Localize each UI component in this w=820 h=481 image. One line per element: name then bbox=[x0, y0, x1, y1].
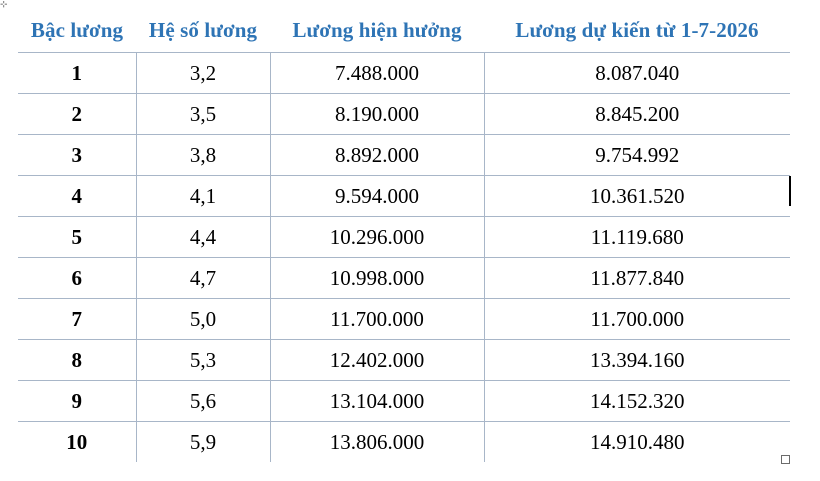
cell-he-so-luong: 3,8 bbox=[136, 135, 270, 176]
cell-luong-du-kien: 11.700.000 bbox=[484, 299, 790, 340]
cell-luong-du-kien: 14.152.320 bbox=[484, 381, 790, 422]
table-row bbox=[18, 422, 790, 463]
salary-table-container bbox=[18, 8, 790, 462]
text-cursor-caret bbox=[789, 176, 791, 206]
cell-luong-du-kien: 9.754.992 bbox=[484, 135, 790, 176]
cell-luong-du-kien: 14.910.480 bbox=[484, 422, 790, 463]
cell-bac-luong: 5 bbox=[18, 217, 136, 258]
cell-he-so-luong: 5,3 bbox=[136, 340, 270, 381]
cell-luong-hien-huong: 13.104.000 bbox=[270, 381, 484, 422]
column-header-luong-hien-huong: Lương hiện hưởng bbox=[270, 8, 484, 53]
table-resize-handle[interactable] bbox=[781, 455, 790, 464]
table-row bbox=[18, 299, 790, 340]
table-row bbox=[18, 135, 790, 176]
cell-luong-hien-huong: 11.700.000 bbox=[270, 299, 484, 340]
cell-he-so-luong: 3,2 bbox=[136, 53, 270, 94]
cell-luong-hien-huong: 7.488.000 bbox=[270, 53, 484, 94]
cell-he-so-luong: 4,7 bbox=[136, 258, 270, 299]
column-header-bac-luong: Bậc lương bbox=[18, 8, 136, 53]
cell-bac-luong: 1 bbox=[18, 53, 136, 94]
column-header-luong-du-kien: Lương dự kiến từ 1-7-2026 bbox=[484, 8, 790, 53]
table-row bbox=[18, 340, 790, 381]
cell-bac-luong: 7 bbox=[18, 299, 136, 340]
cell-luong-hien-huong: 10.296.000 bbox=[270, 217, 484, 258]
column-header-he-so-luong: Hệ số lương bbox=[136, 8, 270, 53]
cell-luong-hien-huong: 8.892.000 bbox=[270, 135, 484, 176]
cell-luong-du-kien: 11.877.840 bbox=[484, 258, 790, 299]
cell-bac-luong: 10 bbox=[18, 422, 136, 463]
cell-he-so-luong: 5,9 bbox=[136, 422, 270, 463]
table-body bbox=[18, 53, 790, 463]
cell-he-so-luong: 3,5 bbox=[136, 94, 270, 135]
cell-bac-luong: 8 bbox=[18, 340, 136, 381]
cell-he-so-luong: 4,4 bbox=[136, 217, 270, 258]
cell-luong-du-kien: 13.394.160 bbox=[484, 340, 790, 381]
table-header bbox=[18, 8, 790, 53]
table-header-row bbox=[18, 8, 790, 53]
table-row bbox=[18, 381, 790, 422]
cell-bac-luong: 3 bbox=[18, 135, 136, 176]
table-move-handle-icon[interactable]: ⊹ bbox=[0, 0, 8, 9]
cell-luong-hien-huong: 10.998.000 bbox=[270, 258, 484, 299]
cell-bac-luong: 2 bbox=[18, 94, 136, 135]
table-row bbox=[18, 94, 790, 135]
cell-bac-luong: 9 bbox=[18, 381, 136, 422]
cell-luong-hien-huong: 9.594.000 bbox=[270, 176, 484, 217]
cell-luong-du-kien: 10.361.520 bbox=[484, 176, 790, 217]
cell-luong-hien-huong: 13.806.000 bbox=[270, 422, 484, 463]
cell-he-so-luong: 5,0 bbox=[136, 299, 270, 340]
cell-he-so-luong: 4,1 bbox=[136, 176, 270, 217]
cell-luong-hien-huong: 8.190.000 bbox=[270, 94, 484, 135]
table-row bbox=[18, 176, 790, 217]
table-row bbox=[18, 258, 790, 299]
cell-bac-luong: 6 bbox=[18, 258, 136, 299]
cell-he-so-luong: 5,6 bbox=[136, 381, 270, 422]
table-row bbox=[18, 217, 790, 258]
salary-table bbox=[18, 8, 790, 462]
cell-luong-hien-huong: 12.402.000 bbox=[270, 340, 484, 381]
cell-luong-du-kien: 8.845.200 bbox=[484, 94, 790, 135]
table-row bbox=[18, 53, 790, 94]
cell-luong-du-kien: 8.087.040 bbox=[484, 53, 790, 94]
cell-luong-du-kien: 11.119.680 bbox=[484, 217, 790, 258]
cell-bac-luong: 4 bbox=[18, 176, 136, 217]
